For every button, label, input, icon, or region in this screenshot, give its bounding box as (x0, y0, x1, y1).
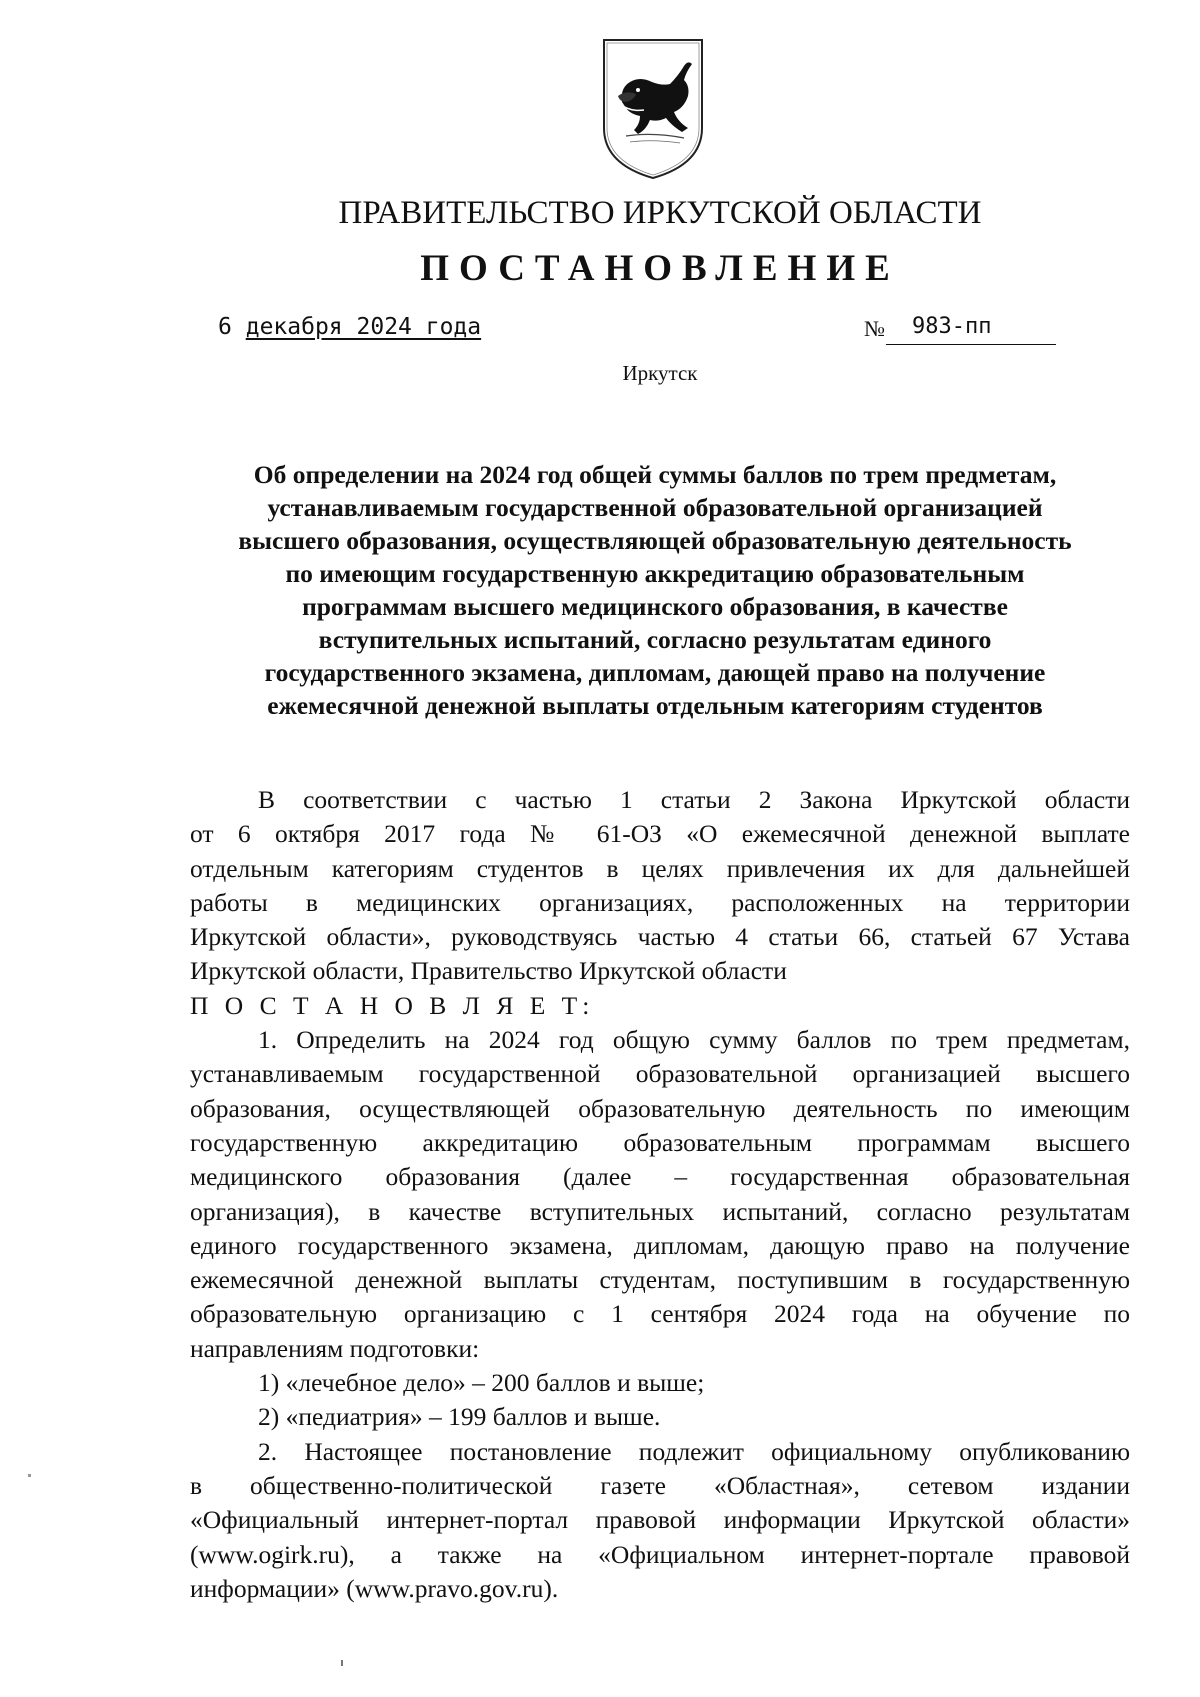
title-line: по имеющим государственную аккредитацию образовательным (285, 559, 1025, 588)
preamble-line: работы в медицинских организациях, расположенных на территории (190, 887, 1130, 917)
number-value: 983-пп (912, 314, 992, 339)
clause-1-line: образовательную организацию с 1 сентября 2024 года на обучение по (190, 1299, 1130, 1329)
clause-1-line: организация), в качестве вступительных испытаний, согласно результатам (190, 1196, 1130, 1226)
clause-1-line: образования, осуществляющей образовательную деятельность по имеющим (190, 1093, 1130, 1123)
clause-2-line: 2. Настоящее постановление подлежит официальному опубликованию (258, 1436, 1130, 1466)
clause-1-line: ежемесячной денежной выплаты студентам, поступившим в государственную (190, 1265, 1130, 1295)
document-body (190, 783, 1130, 1606)
decree-word: П О С Т А Н О В Л Я Е Т: (190, 990, 595, 1020)
clause-1-line: государственную аккредитацию образовательным программам высшего (190, 1127, 1130, 1157)
document-number (864, 316, 1056, 342)
preamble-line: от 6 октября 2017 года № 61-ОЗ «О ежемесячной денежной выплате (190, 819, 1130, 849)
document-date (218, 314, 481, 340)
preamble-line: отдельным категориям студентов в целях привлечения их для дальнейшей (190, 853, 1130, 883)
title-line: ежемесячной денежной выплаты отдельным категориям студентов (267, 691, 1043, 720)
coat-of-arms-emblem (600, 36, 706, 182)
document-type: ПОСТАНОВЛЕНИЕ (420, 248, 900, 289)
preamble-line: Иркутской области, Правительство Иркутской области (190, 956, 787, 986)
clause-2-line: информации» (www.pravo.gov.ru). (190, 1573, 559, 1603)
list-item: 2) «педиатрия» – 199 баллов и выше. (258, 1402, 661, 1432)
clause-2-line: «Официальный интернет-портал правовой информации Иркутской области» (190, 1505, 1130, 1535)
clause-1 (190, 1023, 1130, 1366)
title-line: устанавливаемым государственной образовательной организацией (267, 493, 1043, 522)
title-line: вступительных испытаний, согласно результатам единого (318, 625, 992, 654)
document-city: Иркутск (622, 361, 698, 385)
preamble-line: Иркутской области», руководствуясь частью 4 статьи 66, статьей 67 Устава (190, 922, 1130, 952)
scan-speck (28, 1474, 31, 1477)
scan-speck (341, 1660, 343, 1666)
title-line: государственного экзамена, дипломам, дающей право на получение (264, 658, 1046, 687)
clause-2-line: в общественно-политической газете «Областная», сетевом издании (190, 1470, 1130, 1500)
list-item: 1) «лечебное дело» – 200 баллов и выше; (258, 1368, 705, 1398)
number-underline (886, 344, 1056, 345)
clause-2-line: (www.ogirk.ru), а также на «Официальном интернет-портале правовой (190, 1539, 1130, 1569)
date-day: 6 (218, 314, 232, 340)
clause-2 (190, 1435, 1130, 1606)
title-line: высшего образования, осуществляющей образовательную деятельность (238, 526, 1072, 555)
preamble-line: В соответствии с частью 1 статьи 2 Закона Иркутской области (258, 785, 1130, 814)
date-month-year: декабря 2024 года (245, 314, 482, 340)
issuing-authority: ПРАВИТЕЛЬСТВО ИРКУТСКОЙ ОБЛАСТИ (338, 195, 982, 231)
clause-1-line: единого государственного экзамена, дипломам, дающую право на получение (190, 1230, 1130, 1260)
clause-1-line: устанавливаемым государственной образовательной организацией высшего (190, 1059, 1130, 1089)
clause-1-line: медицинского образования (далее – государственная образовательная (190, 1162, 1130, 1192)
title-line: программам высшего медицинского образования, в качестве (302, 592, 1008, 621)
preamble-paragraph (190, 783, 1130, 989)
document-title (180, 458, 1130, 722)
number-sign: № (864, 316, 885, 341)
title-line: Об определении на 2024 год общей суммы баллов по трем предметам, (253, 460, 1057, 489)
clause-1-line: 1. Определить на 2024 год общую сумму баллов по трем предметам, (258, 1025, 1130, 1055)
clause-1-line: направлениям подготовки: (190, 1333, 480, 1363)
